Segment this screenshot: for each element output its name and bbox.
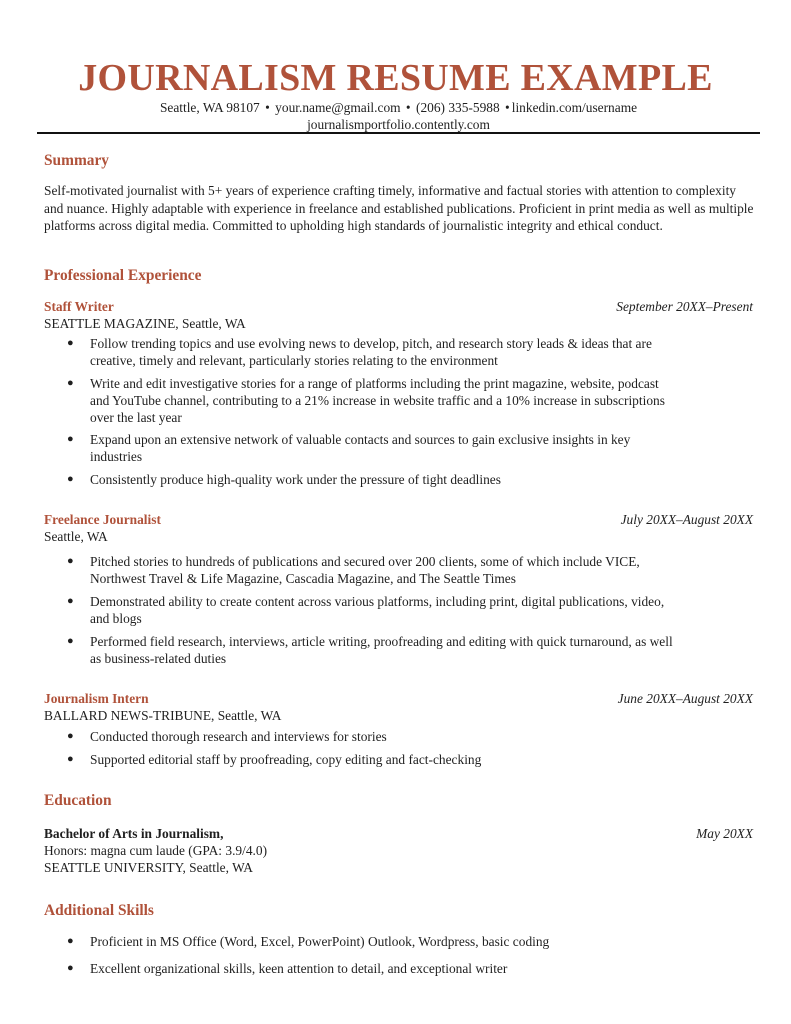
contact-portfolio[interactable]: journalismportfolio.contently.com — [307, 117, 490, 132]
contact-line — [0, 99, 791, 116]
bullet-glyph: ● — [67, 377, 74, 389]
bullet-glyph: ● — [67, 730, 74, 742]
list-item: Excellent organizational skills, keen attention to detail, and exceptional writer — [90, 961, 508, 976]
list-item: Follow trending topics and use evolving news to develop, pitch, and research story leads & ideas that are creative, timely and relevant, particularly stories relating to the environment — [90, 336, 652, 369]
education-honors: Honors: magna cum laude (GPA: 3.9/4.0) — [44, 843, 268, 858]
bullet-glyph: ● — [67, 433, 74, 445]
contact-separator: • — [265, 100, 270, 115]
contact-separator: • — [405, 100, 411, 115]
summary-text: Self-motivated journalist with 5+ years of experience crafting timely, informative and factual stories with attention to complexity and nuance. Highly adaptable with experience in freelance and established publications. Proficient in print media as well as multiple platforms across digital media. Committed to upholding high standards of journalistic integrity and ethical conduct. — [44, 183, 754, 233]
summary-heading: Summary — [44, 152, 109, 169]
education-date: May 20XX — [696, 826, 753, 841]
education-heading: Education — [44, 792, 112, 809]
contact-linkedin[interactable]: linkedin.com/username — [511, 100, 638, 115]
bullet-glyph: ● — [67, 962, 74, 974]
job-employer: SEATTLE MAGAZINE, Seattle, WA — [44, 316, 246, 331]
contact-location: Seattle, WA 98107 — [159, 100, 260, 115]
job-title-journalism-intern: Journalism Intern — [44, 691, 149, 706]
bullet-glyph: ● — [67, 935, 74, 947]
list-item: Write and edit investigative stories for a range of platforms including the print magazine, website, podcast and YouTube channel, contributing to a 21% increase in website traffic and a 10% increase in subscriptions over the last year — [90, 376, 665, 426]
bullet-glyph: ● — [67, 753, 74, 765]
degree-title: Bachelor of Arts in Journalism, — [44, 826, 224, 841]
job-title-staff-writer: Staff Writer — [44, 299, 114, 314]
job-employer: Seattle, WA — [44, 529, 108, 544]
list-item: Conducted thorough research and interviews for stories — [90, 729, 387, 744]
job-dates: September 20XX–Present — [616, 299, 753, 314]
list-item: Supported editorial staff by proofreading, copy editing and fact-checking — [90, 752, 482, 767]
bullet-glyph: ● — [67, 473, 74, 485]
contact-separator: • — [505, 100, 510, 115]
list-item: Demonstrated ability to create content across various platforms, including print, digital publications, video, and blogs — [90, 594, 665, 627]
bullet-glyph: ● — [67, 595, 74, 607]
job-title-freelance-journalist: Freelance Journalist — [44, 512, 161, 527]
list-item: Expand upon an extensive network of valuable contacts and sources to gain exclusive insights in key industries — [90, 432, 631, 465]
education-school: SEATTLE UNIVERSITY, Seattle, WA — [44, 860, 253, 875]
list-item: Performed field research, interviews, article writing, proofreading and editing with quick turnaround, as well as business-related duties — [90, 634, 673, 667]
bullet-glyph: ● — [67, 635, 74, 647]
contact-phone: (206) 335-5988 — [415, 100, 500, 115]
bullet-glyph: ● — [67, 337, 74, 349]
list-item: Proficient in MS Office (Word, Excel, PowerPoint) Outlook, Wordpress, basic coding — [90, 934, 550, 949]
experience-heading: Professional Experience — [44, 267, 202, 284]
job-dates: June 20XX–August 20XX — [617, 691, 753, 706]
list-item: Consistently produce high-quality work under the pressure of tight deadlines — [90, 472, 501, 487]
resume-title: JOURNALISM RESUME EXAMPLE — [78, 57, 713, 99]
header-divider — [37, 132, 760, 134]
list-item: Pitched stories to hundreds of publications and secured over 200 clients, some of which include VICE, Northwest Travel & Life Magazine, Cascadia Magazine, and The Seattle Times — [90, 554, 640, 587]
job-dates: July 20XX–August 20XX — [620, 512, 753, 527]
contact-email[interactable]: your.name@gmail.com — [275, 100, 401, 115]
job-employer: BALLARD NEWS-TRIBUNE, Seattle, WA — [44, 708, 282, 723]
skills-heading: Additional Skills — [44, 902, 154, 919]
bullet-glyph: ● — [67, 555, 74, 567]
